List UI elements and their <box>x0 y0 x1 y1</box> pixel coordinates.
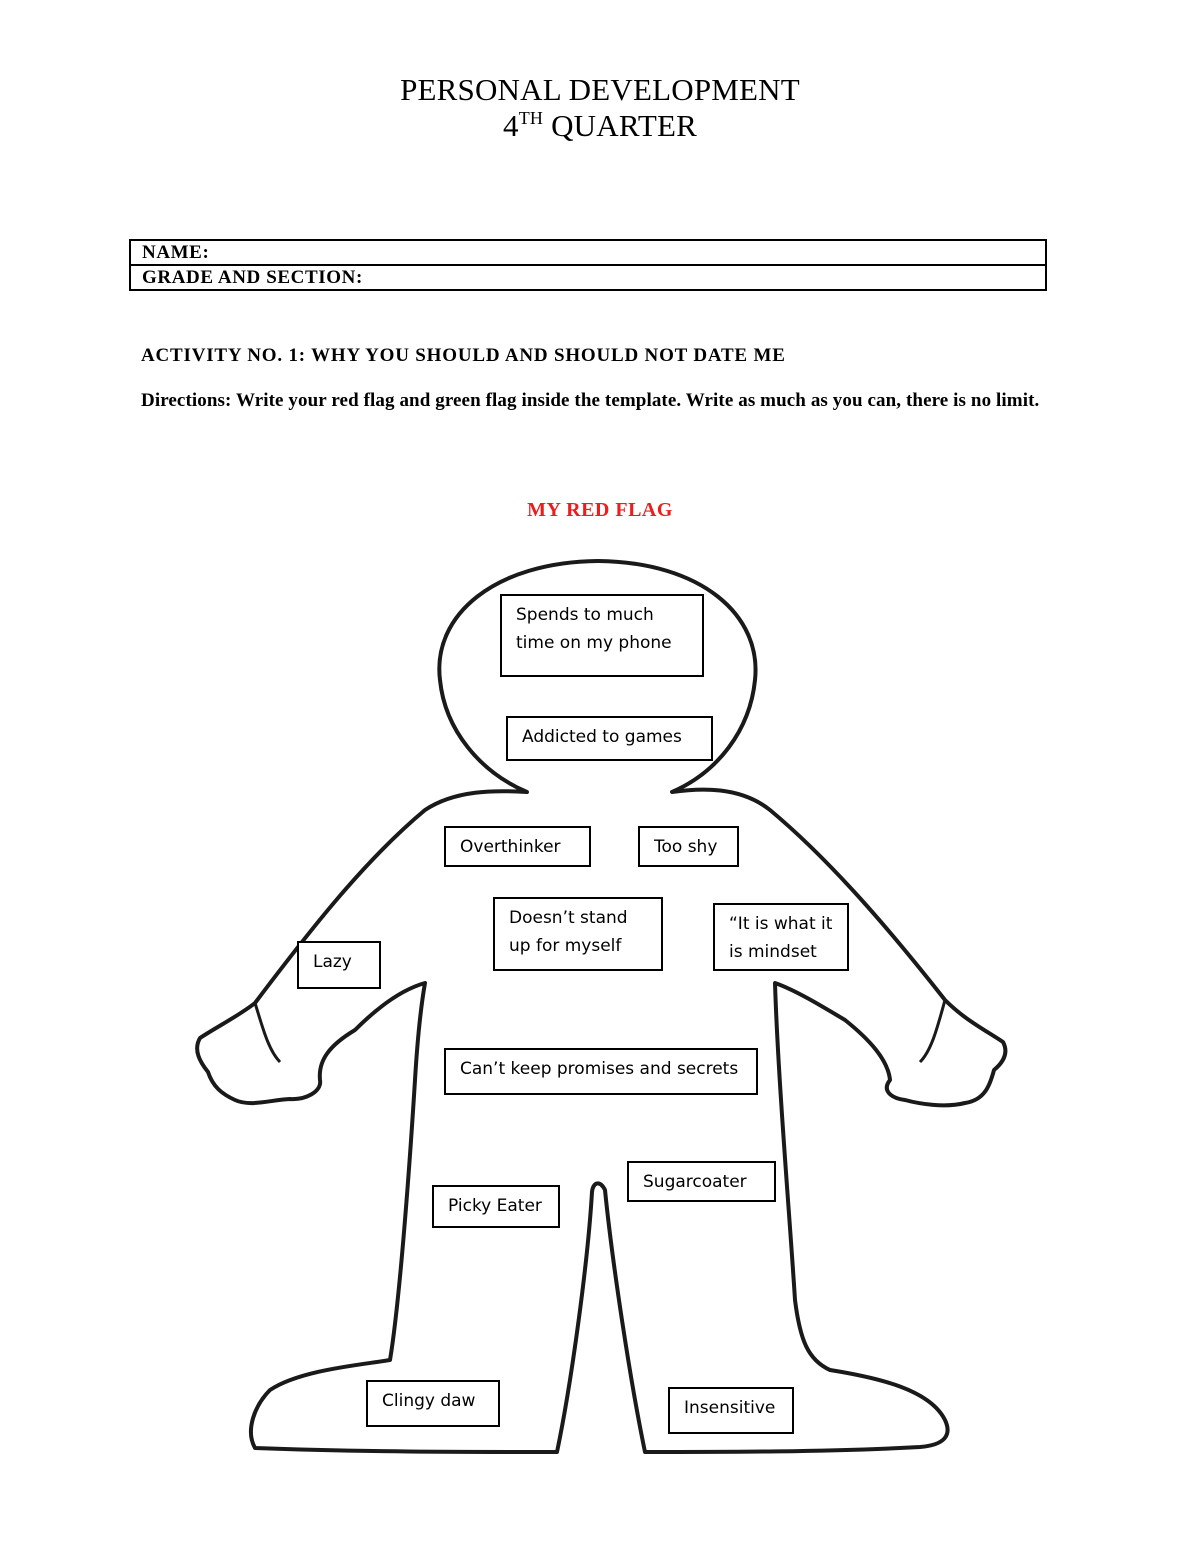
quarter-suffix: TH <box>518 108 544 128</box>
flag-it-is-what-it-is <box>713 903 849 971</box>
flag-too-shy <box>638 826 739 867</box>
flag-text-line: Addicted to games <box>522 727 682 747</box>
flag-text-line: time on my phone <box>516 633 672 653</box>
flag-insensitive <box>668 1387 794 1434</box>
flag-text-line: Picky Eater <box>448 1196 542 1216</box>
red-flag-heading: MY RED FLAG <box>527 499 673 521</box>
quarter-word: QUARTER <box>551 108 697 143</box>
flag-overthinker <box>444 826 591 867</box>
flag-text-line: Clingy daw <box>382 1391 476 1411</box>
flag-text-line: up for myself <box>509 936 622 956</box>
flag-picky-eater <box>432 1185 560 1228</box>
flag-text-line: Overthinker <box>460 837 561 857</box>
flag-doesnt-stand-up <box>493 897 663 971</box>
flag-text-line: Sugarcoater <box>643 1172 747 1192</box>
left-thumb-line <box>255 1003 280 1062</box>
flag-lazy <box>297 941 381 989</box>
flag-clingy-daw <box>366 1380 500 1427</box>
activity-title: ACTIVITY NO. 1: WHY YOU SHOULD AND SHOULD NOT DATE ME <box>141 345 786 366</box>
body-outline <box>197 561 1005 1452</box>
flag-text-line: Too shy <box>654 837 718 857</box>
flag-addicted-to-games <box>506 716 713 761</box>
flag-text-line: Doesn’t stand <box>509 908 628 928</box>
flag-spends-time-on-phone <box>500 594 704 677</box>
name-field[interactable]: NAME: <box>130 240 1046 265</box>
flag-text-line: “It is what it <box>729 914 833 934</box>
flag-text-line: Can’t keep promises and secrets <box>460 1059 739 1079</box>
document-title: PERSONAL DEVELOPMENT <box>400 72 800 107</box>
quarter-number: 4 <box>503 108 519 143</box>
directions-text: Directions: Write your red flag and green flag inside the template. Write as much as you can, there is no limit. <box>141 390 1040 411</box>
right-thumb-line <box>920 1000 945 1062</box>
flag-cant-keep-promises <box>444 1048 758 1095</box>
flag-text-line: is mindset <box>729 942 817 962</box>
flag-sugarcoater <box>627 1161 776 1202</box>
grade-section-field[interactable]: GRADE AND SECTION: <box>130 265 1046 290</box>
flag-text-line: Insensitive <box>684 1398 776 1418</box>
flag-text-line: Spends to much <box>516 605 654 625</box>
flag-text-line: Lazy <box>313 952 352 972</box>
